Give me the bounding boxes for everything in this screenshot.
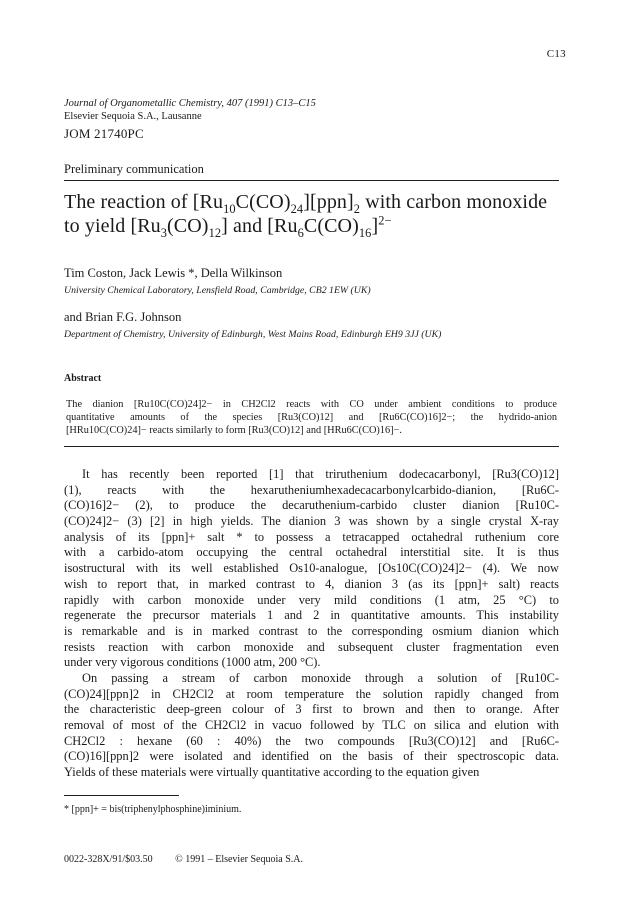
body-line: wish to report that, in marked contrast to 4, dianion 3 (as its [ppn]+ salt) reacts xyxy=(64,576,559,591)
body-line: On passing a stream of carbon monoxide through a solution of [Ru10C- xyxy=(82,670,559,685)
article xyxy=(64,97,559,815)
divider xyxy=(64,180,559,181)
footnote-divider xyxy=(64,795,179,796)
issn-code: 0022-328X/91/$03.50 xyxy=(64,854,153,865)
article-title xyxy=(64,190,559,238)
body-line: (CO)16][ppn]2 were isolated and identified on the basis of their spectroscopic data. xyxy=(64,749,559,764)
body-line: isostructural with its well established Os10-analogue, [Os10C(CO)24]2− (4). We now xyxy=(64,561,559,576)
body-line: rapidly with carbon monoxide under very mild conditions (1 atm, 25 °C) to xyxy=(64,592,559,607)
authors-primary: Tim Coston, Jack Lewis *, Della Wilkinson xyxy=(64,266,283,280)
title-line-1: The reaction of $[Ru_{10}C(CO)_{24}][ppn]_2$ with carbon monoxide xyxy=(64,191,548,216)
publisher: Elsevier Sequoia S.A., Lausanne xyxy=(64,111,202,122)
journal-header xyxy=(64,97,559,123)
section-label: Preliminary communication xyxy=(64,162,204,176)
body-line: analysis of its [ppn]+ salt * to possess a tetracapped octahedral ruthenium core xyxy=(64,529,559,544)
affiliation-secondary: Department of Chemistry, University of Edinburgh, West Mains Road, Edinburgh EH9 3JJ (UK) xyxy=(64,329,442,340)
abstract-line: quantitative amounts of the species [Ru3(CO)12] and [Ru6C(CO)16]2−; the hydrido-anion xyxy=(66,412,557,423)
body-line: under very vigorous conditions (1000 atm, 200 °C). xyxy=(64,655,321,670)
title-line-2: to yield $[Ru_3(CO)_{12}]$ and $[Ru_6C(CO)_{16}]^{2-}$ xyxy=(64,213,392,240)
abstract-heading: Abstract xyxy=(64,373,102,384)
body-text xyxy=(64,467,559,781)
footnote: * [ppn]+ = bis(triphenylphosphine)iminium. xyxy=(64,803,242,815)
body-line: removal of most of the CH2Cl2 in vacuo followed by TLC on silica and elution with xyxy=(64,718,559,732)
copyright: © 1991 – Elsevier Sequoia S.A. xyxy=(175,854,303,865)
page-number: C13 xyxy=(546,48,566,60)
page-footer xyxy=(64,854,303,865)
body-line: with a carbido-atom occupying the central octahedral interstitial site. It is thus xyxy=(64,545,559,560)
body-line: Yields of these materials were virtually quantitative according to the equation given xyxy=(64,765,480,780)
journal-citation: Journal of Organometallic Chemistry, 407 (1991) C13–C15 xyxy=(64,98,316,109)
body-line: (CO)16]2− (2), to produce the decaruthenium-carbido cluster dianion [Ru10C- xyxy=(64,498,559,513)
body-line: (1), reacts with the hexarutheniumhexadecacarbonylcarbido-dianion, [Ru6C- xyxy=(64,482,559,497)
body-line: CH2Cl2 : hexane (60 : 40%) the two compounds [Ru3(CO)12] and [Ru6C- xyxy=(64,733,559,748)
body-line: is remarkable and is in marked contrast to the corresponding osmium dianion which xyxy=(64,623,559,638)
divider xyxy=(64,446,559,447)
affiliation-primary: University Chemical Laboratory, Lensfield Road, Cambridge, CB2 1EW (UK) xyxy=(64,285,371,296)
body-line: It has recently been reported [1] that triruthenium dodecacarbonyl, [Ru3(CO)12] xyxy=(82,467,559,481)
abstract-text xyxy=(64,398,559,437)
jom-code: JOM 21740PC xyxy=(64,126,144,141)
body-line: regenerate the precursor materials 1 and 2 in quantitative amounts. This instability xyxy=(64,608,559,623)
authors-secondary: and Brian F.G. Johnson xyxy=(64,310,182,324)
abstract-line: [HRu10C(CO)24]− reacts similarly to form [Ru3(CO)12] and [HRu6C(CO)16]−. xyxy=(66,425,402,436)
body-line: resists reaction with carbon monoxide and subsequent cluster fragmentation even xyxy=(64,639,559,654)
body-line: (CO)24]2− (3) [2] in high yields. The dianion 3 was shown by a single crystal X-ray xyxy=(64,514,559,529)
body-line: (CO)24][ppn]2 in CH2Cl2 at room temperature the solution rapidly changed from xyxy=(64,686,559,701)
abstract-line: The dianion [Ru10C(CO)24]2− in CH2Cl2 reacts with CO under ambient conditions to produce xyxy=(66,399,557,410)
body-line: the characteristic deep-green colour of 3 first to brown and then to orange. After xyxy=(64,702,559,717)
